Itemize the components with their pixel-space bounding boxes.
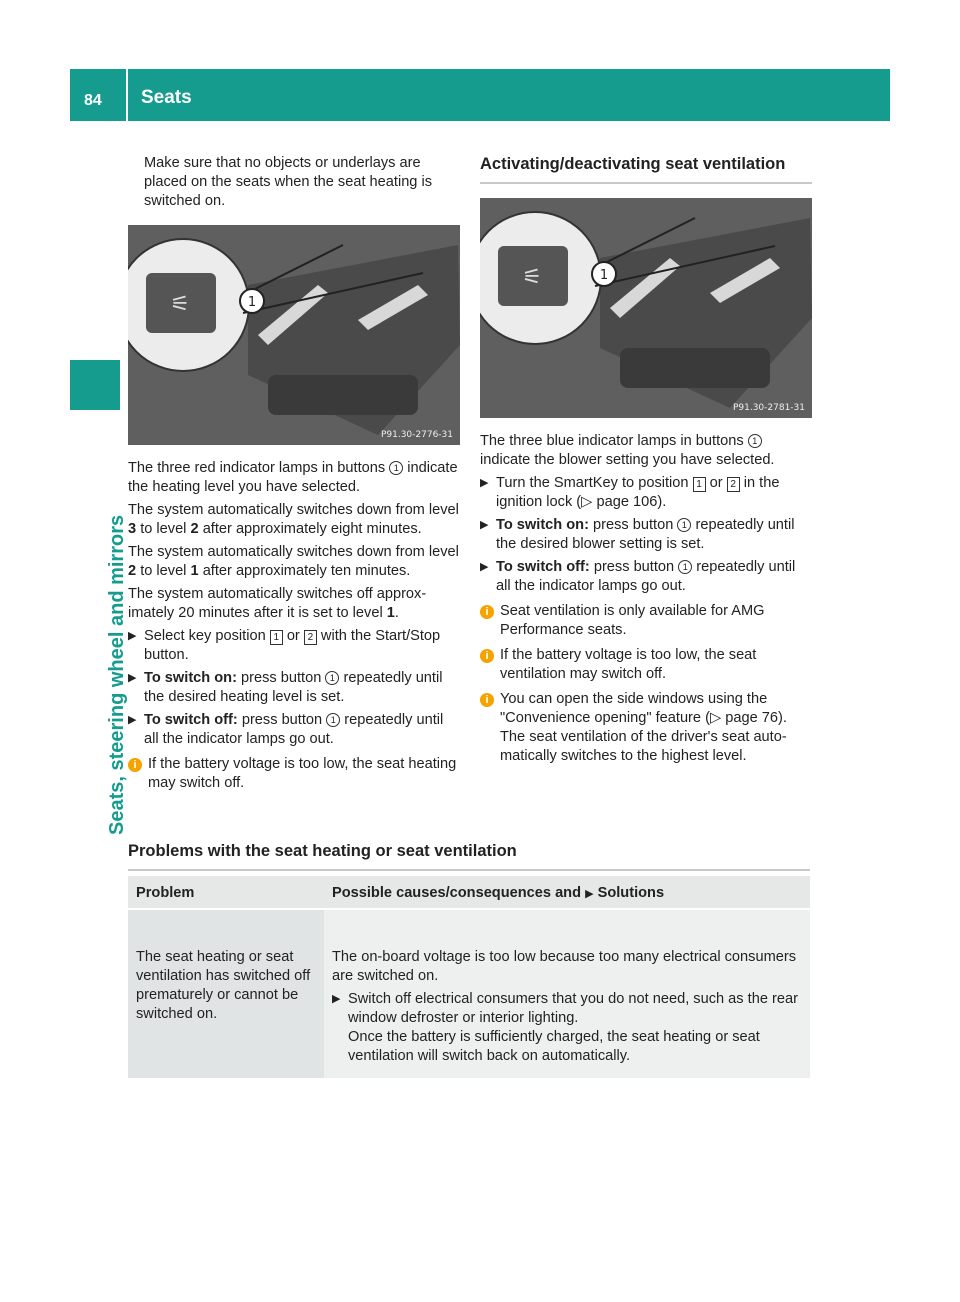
left-column [128, 154, 460, 797]
key-position-1: 1 [270, 630, 283, 645]
header-bar [70, 69, 890, 121]
action-arrow-icon: ▶ [128, 714, 137, 726]
page-ref-icon: ▷ [709, 710, 722, 726]
auto-down-2-1: The system automatically switches down from level 2 to level 1 after approximately ten minutes. [128, 544, 459, 579]
auto-off: The system automatically switches off approximately 20 minutes after it is set to level 1. [128, 586, 427, 621]
header-divider [126, 69, 128, 121]
seat-ventilation-illustration [480, 198, 812, 418]
solution-action: ▶ Switch off electrical consumers that you do not need, such as the rear window defroster or interior lighting. Once the battery is sufficiently charged, the seat heating or seat ventilation will switch back on automatically. [332, 991, 798, 1064]
table-row [128, 910, 810, 1078]
ventilation-heading: Activating/deactivating seat ventilation [480, 154, 812, 184]
action-vent-switch-on: ▶ To switch on: press button 1 repeatedly until the desired blower setting is set. [480, 517, 795, 552]
key-position-2: 2 [304, 630, 317, 645]
action-arrow-icon: ▶ [128, 630, 137, 642]
action-arrow-icon: ▶ [480, 519, 489, 531]
seat-heating-illustration [128, 225, 460, 445]
section-title: Seats [141, 87, 192, 108]
note-battery-heating: i If the battery voltage is too low, the seat heating may switch off. [128, 755, 460, 793]
lamps-text: The three red indicator lamps in buttons 1 indicate the heating level you have selected. [128, 460, 458, 495]
photo-code: P91.30-2776-31 [380, 430, 453, 440]
col-header-solutions: Possible causes/consequences and ▶ Solutions [332, 885, 665, 901]
button-callout-1: 1 [325, 671, 339, 685]
action-arrow-icon: ▶ [480, 561, 489, 573]
svg-text:⚟: ⚟ [522, 265, 542, 290]
action-select-key: ▶ Select key position 1 or 2 with the Start/Stop button. [128, 628, 441, 663]
info-icon: i [480, 693, 494, 707]
note-convenience-opening: i You can open the side windows using the "Convenience opening" feature (▷ page 76). The seat ventilation of the driver's seat automatically switches to the highest level. [480, 690, 812, 766]
button-callout-1: 1 [748, 434, 762, 448]
problems-table [128, 876, 810, 1078]
problem-cell: The seat heating or seat ventilation has switched off prematurely or cannot be switched on. [128, 910, 324, 1078]
key-position-1: 1 [693, 477, 706, 492]
svg-text:1: 1 [599, 268, 609, 283]
action-arrow-icon: ▶ [585, 888, 594, 900]
seat-ventilation-photo [480, 198, 812, 418]
button-callout-1: 1 [389, 461, 403, 475]
auto-down-3-2: The system automatically switches down from level 3 to level 2 after approximately eight minutes. [128, 502, 459, 537]
info-icon: i [128, 758, 142, 772]
info-icon: i [480, 649, 494, 663]
action-arrow-icon: ▶ [480, 477, 489, 489]
solution-cell [324, 910, 810, 1078]
page-number: 84 [84, 92, 102, 109]
button-callout-1: 1 [326, 713, 340, 727]
svg-text:1: 1 [247, 295, 257, 310]
page-ref-icon: ▷ [581, 494, 593, 510]
action-switch-on: ▶ To switch on: press button 1 repeatedly until the desired heating level is set. [128, 670, 443, 705]
table-header [128, 876, 810, 908]
cause-text: The on-board voltage is too low because too many electrical consumers are switched on. [332, 949, 796, 984]
right-column [480, 154, 812, 770]
action-arrow-icon: ▶ [128, 672, 137, 684]
button-callout-1: 1 [677, 518, 691, 532]
seat-heating-photo [128, 225, 460, 445]
intro-text: Make sure that no objects or underlays are placed on the seats when the seat heating is switched on. [144, 155, 433, 209]
action-switch-off: ▶ To switch off: press button 1 repeatedly until all the indicator lamps go out. [128, 712, 444, 747]
note-amg: i Seat ventilation is only available for AMG Performance seats. [480, 602, 812, 640]
col-header-problem: Problem [136, 885, 195, 901]
key-position-2: 2 [727, 477, 740, 492]
page-ref-76[interactable]: page 76). [725, 710, 787, 726]
action-turn-key: ▶ Turn the SmartKey to position 1 or 2 in the ignition lock (▷ page 106). [480, 475, 780, 510]
page-ref-106[interactable]: page 106). [596, 494, 667, 510]
button-callout-1: 1 [678, 560, 692, 574]
info-icon: i [480, 605, 494, 619]
side-tab-label: Seats, steering wheel and mirrors [106, 514, 128, 835]
photo-code: P91.30-2781-31 [732, 403, 805, 413]
svg-text:⚟: ⚟ [170, 292, 190, 317]
side-tab-marker [70, 360, 120, 410]
blue-lamps-text: The three blue indicator lamps in buttons 1 indicate the blower setting you have selected. [480, 433, 775, 468]
problems-heading: Problems with the seat heating or seat ventilation [128, 842, 810, 871]
action-arrow-icon: ▶ [332, 993, 341, 1005]
note-battery-ventilation: i If the battery voltage is too low, the seat ventilation may switch off. [480, 646, 812, 684]
action-vent-switch-off: ▶ To switch off: press button 1 repeatedly until all the indicator lamps go out. [480, 559, 796, 594]
